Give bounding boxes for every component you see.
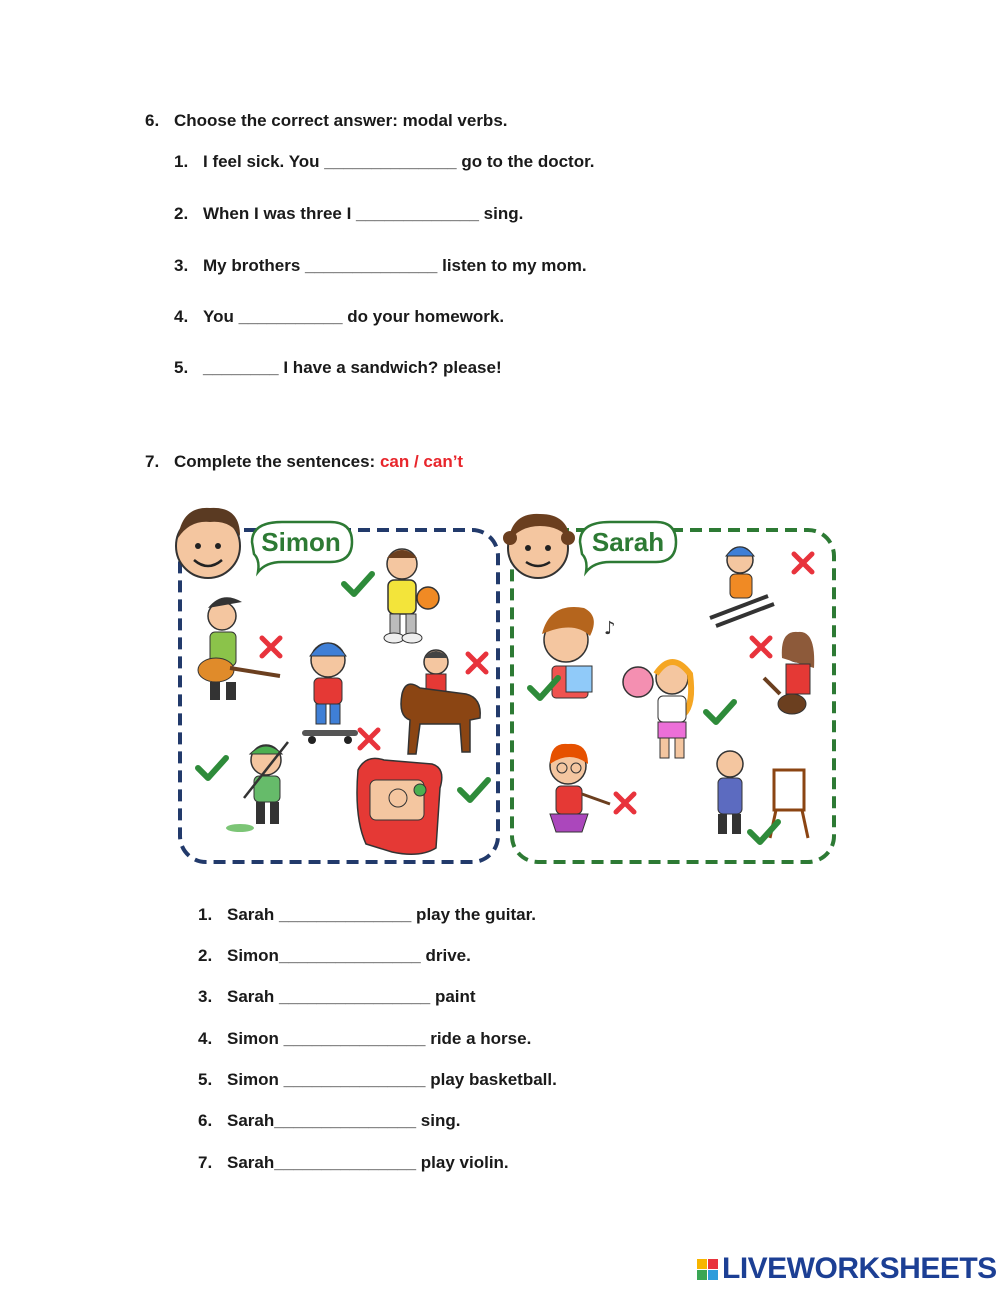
item-number: 3. [174,256,189,275]
sarah-panel [503,514,834,862]
simon-panel [176,508,498,862]
item-number: 1. [198,905,213,924]
item-number: 4. [198,1029,213,1048]
item-number: 3. [198,987,213,1006]
check-icon [460,780,488,800]
sarah-name-label: Sarah [591,527,665,557]
item-text: ________ I have a sandwich? please! [203,358,502,377]
skier-icon [710,547,774,626]
volleyball-player-icon [623,662,691,758]
check-icon [344,574,372,594]
list-item [198,1111,460,1131]
basketball-player-icon [384,549,439,643]
painter-icon [717,751,808,838]
exercise-7-number: 7. [145,452,160,471]
check-icon [750,822,778,842]
cross-icon [468,654,486,672]
item-text: Simon _______________ ride a horse. [227,1029,532,1048]
list-item [174,307,504,327]
item-text: Sarah_______________ play violin. [227,1153,509,1172]
list-item [198,1070,557,1090]
boy-face-icon [176,508,240,578]
brand-name: LIVEWORKSHEETS [722,1252,997,1285]
list-item [198,905,536,925]
exercise-6-heading: Choose the correct answer: modal verbs. [174,111,508,130]
list-item [174,358,502,378]
simon-name-label: Simon [261,527,341,557]
svg-text:♪: ♪ [604,618,616,639]
cross-icon [794,554,812,572]
item-number: 2. [198,946,213,965]
guitar-girl-icon [764,632,814,714]
item-text: Sarah ________________ paint [227,987,476,1006]
violin-player-icon [550,744,610,832]
cross-icon [262,638,280,656]
exercise-7-heading: Complete the sentences: [174,452,380,471]
item-number: 1. [174,152,189,171]
cross-icon [752,638,770,656]
list-item [174,256,587,276]
cross-icon [616,794,634,812]
exercise-6-number: 6. [145,111,160,130]
driver-icon [357,758,442,854]
golfer-icon [226,742,288,832]
list-item [174,152,595,172]
item-number: 7. [198,1153,213,1172]
check-icon [706,702,734,722]
list-item [198,987,476,1007]
exercise-7-title [145,452,463,472]
item-text: Simon_______________ drive. [227,946,471,965]
horse-rider-icon [401,650,480,754]
item-text: Sarah ______________ play the guitar. [227,905,537,924]
item-text: You ___________ do your homework. [203,307,505,326]
item-text: I feel sick. You ______________ go to the doctor. [203,152,595,171]
girl-face-icon [503,514,575,578]
item-text: When I was three I _____________ sing. [203,204,524,223]
item-number: 4. [174,307,189,326]
item-number: 2. [174,204,189,223]
item-number: 6. [198,1111,213,1130]
exercise-7-highlight: can / can’t [379,452,464,471]
list-item [198,946,471,966]
logo-blocks-icon [697,1259,718,1280]
item-text: My brothers ______________ listen to my mom. [203,256,587,275]
liveworksheets-logo[interactable] [697,1252,997,1286]
check-icon [198,758,226,778]
item-number: 5. [198,1070,213,1089]
skateboarder-icon [302,643,358,744]
list-item [174,204,523,224]
illustration-panels [170,498,840,870]
exercise-6-title [145,111,508,131]
cross-icon [360,730,378,748]
item-text: Sarah_______________ sing. [227,1111,461,1130]
item-number: 5. [174,358,189,377]
item-text: Simon _______________ play basketball. [227,1070,557,1089]
list-item [198,1153,509,1173]
list-item [198,1029,531,1049]
